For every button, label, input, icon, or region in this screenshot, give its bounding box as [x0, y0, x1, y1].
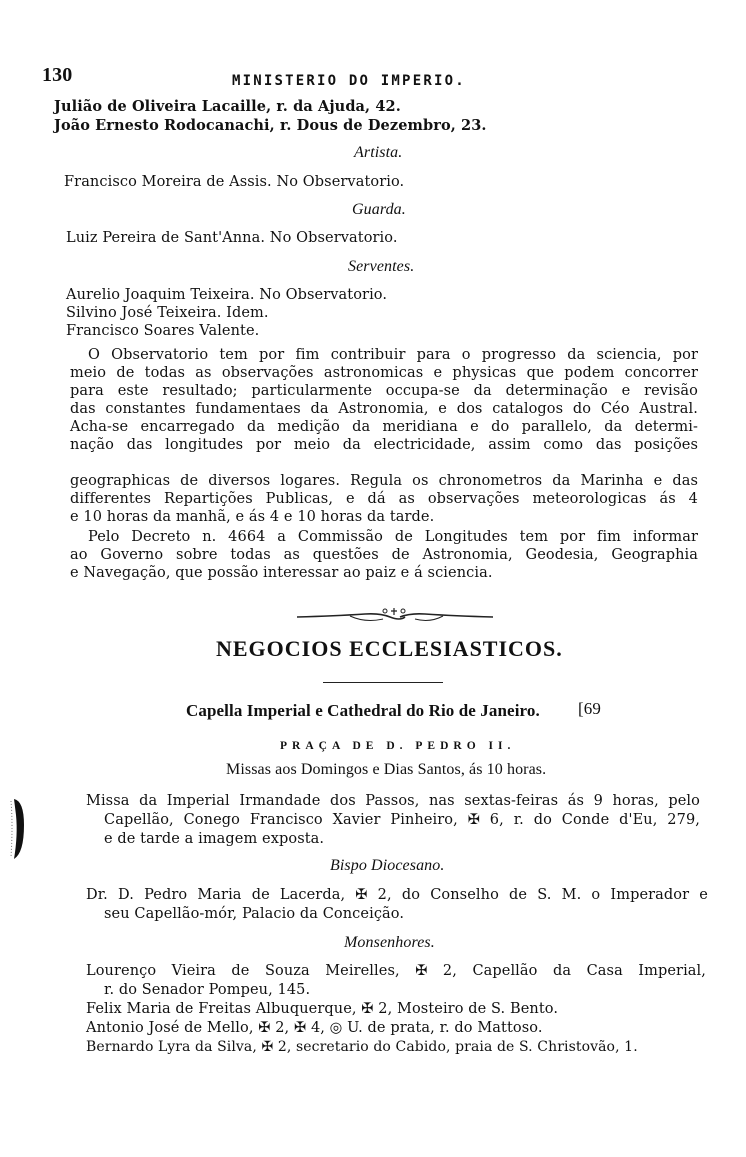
- binding-mark-icon: [8, 795, 28, 865]
- guarda-entry: Luiz Pereira de Sant'Anna. No Observatorio.: [66, 230, 398, 246]
- institution-name: Capella Imperial e Cathedral do Rio de Janeiro.: [186, 701, 540, 720]
- paragraph1-line-8: differentes Repartições Publicas, e dá as observações meteorologicas ás 4: [70, 491, 698, 507]
- monsenhor-entry-1-line-2: r. do Senador Pompeu, 145.: [104, 982, 311, 998]
- missa-entry-line-3: e de tarde a imagem exposta.: [104, 831, 325, 847]
- servente-entry-3: Francisco Soares Valente.: [66, 323, 260, 339]
- margin-note: [69: [578, 699, 601, 718]
- servente-entry-1: Aurelio Joaquim Teixeira. No Observatorio.: [66, 287, 388, 303]
- location: PRAÇA DE D. PEDRO II.: [280, 740, 516, 752]
- running-title: MINISTERIO DO IMPERIO.: [232, 73, 466, 89]
- paragraph2-line-2: ao Governo sobre todas as questões de Astronomia, Geodesia, Geographia: [70, 547, 698, 563]
- section-title: NEGOCIOS ECCLESIASTICOS.: [216, 636, 563, 661]
- heading-bispo: Bispo Diocesano.: [330, 857, 445, 874]
- heading-artista: Artista.: [354, 144, 403, 161]
- paragraph2-line-3: e Navegação, que possão interessar ao paiz e á sciencia.: [70, 565, 493, 581]
- servente-entry-2: Silvino José Teixeira. Idem.: [66, 305, 269, 321]
- paragraph1-line-9: e 10 horas da manhã, e ás 4 e 10 horas da tarde.: [70, 509, 435, 525]
- heading-guarda: Guarda.: [352, 201, 406, 218]
- staff-line-2: João Ernesto Rodocanachi, r. Dous de Dezembro, 23.: [54, 117, 487, 134]
- paragraph1-line-7: geographicas de diversos logares. Regula os chronometros da Marinha e das: [70, 473, 698, 489]
- artista-entry: Francisco Moreira de Assis. No Observatorio.: [64, 174, 405, 190]
- heading-serventes: Serventes.: [348, 258, 415, 275]
- missa-entry-line-1: Missa da Imperial Irmandade dos Passos, nas sextas-feiras ás 9 horas, pelo: [86, 793, 700, 809]
- paragraph1-line-3: para este resultado; particularmente occupa-se da determinação e revisão: [70, 383, 698, 399]
- paragraph1-line-6: nação das longitudes por meio da electricidade, assim como das posições: [70, 437, 698, 453]
- mass-schedule: Missas aos Domingos e Dias Santos, ás 10 horas.: [226, 761, 547, 778]
- paragraph1-line-5: Acha-se encarregado da medição da meridiana e do parallelo, da determi-: [70, 419, 698, 435]
- bispo-entry-line-2: seu Capellão-mór, Palacio da Conceição.: [104, 906, 405, 922]
- staff-line-1: Julião de Oliveira Lacaille, r. da Ajuda, 42.: [54, 98, 401, 115]
- missa-entry-line-2: Capellão, Conego Francisco Xavier Pinheiro, ✠ 6, r. do Conde d'Eu, 279,: [104, 812, 700, 828]
- bispo-entry-line-1: Dr. D. Pedro Maria de Lacerda, ✠ 2, do Conselho de S. M. o Imperador e: [86, 887, 708, 903]
- monsenhor-entry-1-line-1: Lourenço Vieira de Souza Meirelles, ✠ 2, Capellão da Casa Imperial,: [86, 963, 706, 979]
- paragraph1-line-4: das constantes fundamentaes da Astronomia, e dos catalogos do Céo Austral.: [70, 401, 698, 417]
- paragraph2-line-1: Pelo Decreto n. 4664 a Commissão de Longitudes tem por fim informar: [88, 529, 698, 545]
- ornament-flourish-icon: [295, 605, 495, 627]
- paragraph1-line-1: O Observatorio tem por fim contribuir para o progresso da sciencia, por: [88, 347, 698, 363]
- monsenhor-entry-2: Felix Maria de Freitas Albuquerque, ✠ 2, Mosteiro de S. Bento.: [86, 1001, 559, 1017]
- heading-monsenhores: Monsenhores.: [344, 934, 435, 951]
- section-rule: [323, 682, 443, 683]
- paragraph1-line-2: meio de todas as observações astronomicas e physicas que podem concorrer: [70, 365, 698, 381]
- page-number: 130: [42, 64, 73, 86]
- monsenhor-entry-3: Antonio José de Mello, ✠ 2, ✠ 4, ◎ U. de prata, r. do Mattoso.: [86, 1020, 543, 1036]
- monsenhor-entry-4: Bernardo Lyra da Silva, ✠ 2, secretario do Cabido, praia de S. Christovão, 1.: [86, 1039, 638, 1055]
